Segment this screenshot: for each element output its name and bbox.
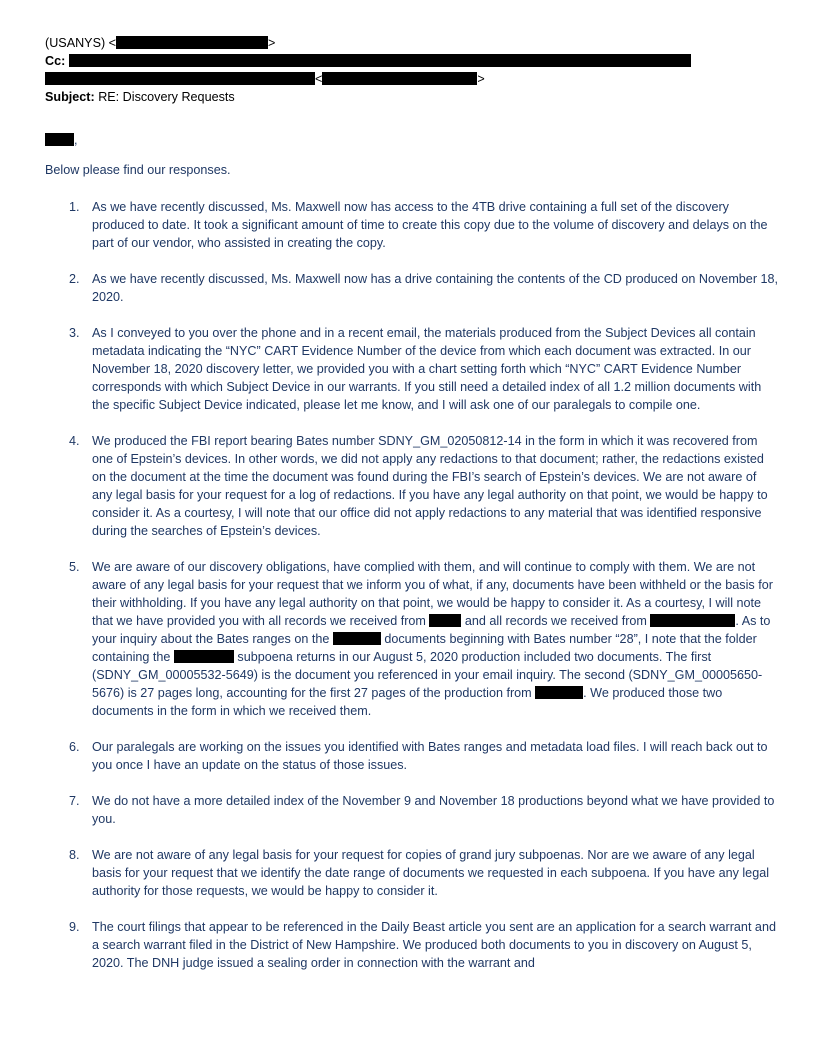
subject-line: [45, 88, 780, 106]
redaction-box: [116, 36, 268, 49]
cc-line-continued: [45, 70, 780, 88]
item-number: 8.: [69, 848, 80, 862]
redaction-box: [650, 614, 735, 627]
list-item: [45, 846, 780, 900]
subject-label: Subject:: [45, 90, 95, 104]
item-text: We do not have a more detailed index of the November 9 and November 18 productions beyond what we have provided to you.: [92, 794, 775, 826]
item-number: 3.: [69, 326, 80, 340]
from-suffix: >: [268, 36, 276, 50]
subject-value: RE: Discovery Requests: [98, 90, 235, 104]
intro-text: Below please find our responses.: [45, 163, 231, 177]
item-text: As we have recently discussed, Ms. Maxwell now has access to the 4TB drive containing a full set of the discovery produced to date. It took a significant amount of time to create this copy due to the volume of discovery and delays on the part of our vendor, who assisted in creating the copy.: [92, 200, 768, 250]
cc-label: Cc:: [45, 54, 66, 68]
item-text: We are not aware of any legal basis for your request for copies of grand jury subpoenas. Nor are we aware of any legal basis for your request that we identify the date range of documents we requested in each subpoena. If you have any legal authority for those requests, we would be happy to consider it.: [92, 848, 769, 898]
list-item: [45, 918, 780, 972]
item-number: 2.: [69, 272, 80, 286]
text-segment: and all records we received from: [461, 614, 651, 628]
item-text: Our paralegals are working on the issues you identified with Bates ranges and metadata load files. I will reach back out to you once I have an update on the status of those issues.: [92, 740, 768, 772]
text-segment: We are aware of our discovery obligations, have complied with them, and will continue to comply with them. We are not aware of any legal basis for your request that we inform you of what, if any, documents have been withheld or the basis for their withholding. If you have any legal authority on that point, we would be happy to consider it. As a courtesy, I will note that we have provided you with all records we received from: [92, 560, 773, 628]
redaction-box: [429, 614, 461, 627]
cc-angle-open: <: [315, 72, 323, 86]
text-segment: . We produced those two documents in the form in which we received them.: [92, 686, 723, 718]
item-text: The court filings that appear to be referenced in the Daily Beast article you sent are an application for a search warrant and a search warrant filed in the District of New Hampshire. We produced both documents to you in discovery on August 5, 2020. The DNH judge issued a sealing order in connection with the warrant and: [92, 920, 776, 970]
cc-line: [45, 52, 780, 70]
cc-angle-close: >: [477, 72, 485, 86]
list-item: [45, 432, 780, 540]
redaction-box: [535, 686, 583, 699]
list-item: [45, 558, 780, 720]
item-text: As we have recently discussed, Ms. Maxwell now has a drive containing the contents of the CD produced on November 18, 2020.: [92, 272, 779, 304]
email-document: [45, 34, 780, 990]
item-text: We produced the FBI report bearing Bates number SDNY_GM_02050812-14 in the form in which it was recovered from one of Epstein’s devices. In other words, we did not apply any redactions to that document; rather, the redactions existed on the document at the time the document was found during the FBI’s search of Epstein’s devices. We are not aware of any legal basis for your request for a log of redactions. If you have any legal authority on that point, we would be happy to consider it. As a courtesy, I will note that our office did not apply redactions to any material that was identified responsive during the searches of Epstein’s devices.: [92, 434, 768, 538]
list-item: [45, 198, 780, 252]
item-number: 5.: [69, 560, 80, 574]
list-item: [45, 792, 780, 828]
list-item: [45, 270, 780, 306]
text-segment: . As to your inquiry about the Bates ranges on the: [92, 614, 771, 646]
redaction-box: [45, 72, 315, 85]
text-segment: subpoena returns in our August 5, 2020 production included two documents. The first (SDNY_GM_00005532-5649) is the document you referenced in your email inquiry. The second (SDNY_GM_00005650-5676) is 27 pages long, accounting for the first 27 pages of the production from: [92, 650, 763, 700]
item-text: [92, 558, 780, 720]
redaction-box: [322, 72, 477, 85]
list-item: [45, 324, 780, 414]
list-item: [45, 738, 780, 774]
text-segment: documents beginning with Bates number “28”, I note that the folder containing the: [92, 632, 757, 664]
item-number: 6.: [69, 740, 80, 754]
salutation: [45, 131, 780, 149]
item-number: 1.: [69, 200, 80, 214]
redaction-box: [333, 632, 381, 645]
item-text: As I conveyed to you over the phone and in a recent email, the materials produced from the Subject Devices all contain metadata indicating the “NYC” CART Evidence Number of the device from which each document was extracted. In our November 18, 2020 discovery letter, we provided you with a chart setting forth which “NYC” CART Evidence Number corresponds with which Subject Device in our warrants. If you still need a detailed index of all 1.2 million documents with the specific Subject Device indicated, please let me know, and I will ask one of our paralegals to compile one.: [92, 326, 762, 412]
from-prefix: (USANYS) <: [45, 36, 117, 50]
redaction-box: [45, 133, 74, 146]
salutation-comma: ,: [74, 133, 78, 147]
item-number: 4.: [69, 434, 80, 448]
responses-list: [45, 198, 780, 972]
redaction-box: [69, 54, 691, 67]
from-line: [45, 34, 780, 52]
redaction-box: [174, 650, 234, 663]
item-number: 7.: [69, 794, 80, 808]
item-number: 9.: [69, 920, 80, 934]
